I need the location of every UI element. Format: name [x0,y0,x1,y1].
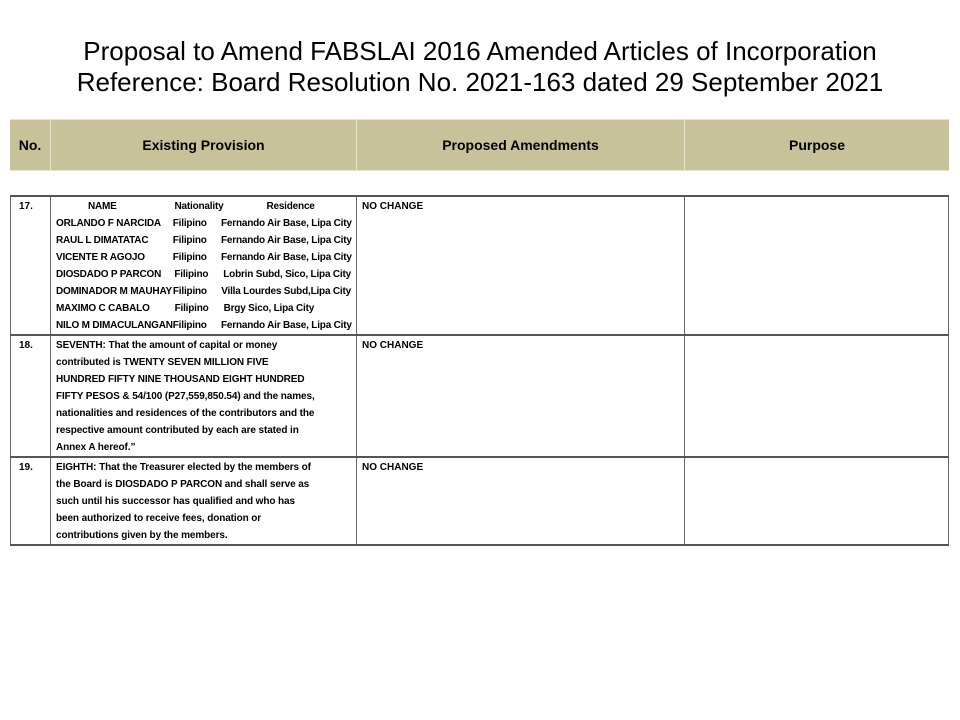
provision-line: SEVENTH: That the amount of capital or money [56,340,278,351]
proposed-amendment: NO CHANGE [357,458,685,544]
table-row [10,336,949,458]
incorporator-nationality: Filipino [172,252,207,263]
incorporator-line [56,317,351,334]
header-purpose: Purpose [788,137,845,153]
col-name-label: NAME [88,201,117,212]
incorporator-nationality: Filipino [172,286,207,297]
provision-line: contributions given by the members. [56,530,228,541]
table-row [10,197,949,336]
provision-line: been authorized to receive fees, donation or [56,513,262,524]
incorporator-residence: Fernando Air Base, Lipa City [221,320,352,331]
purpose-cell [685,336,949,456]
provision-line: Annex A hereof.” [56,442,136,453]
incorporator-residence: Villa Lourdes Subd,Lipa City [221,286,351,297]
incorporator-residence: Brgy Sico, Lipa City [223,303,315,314]
table-header [10,119,949,171]
incorporator-residence: Fernando Air Base, Lipa City [221,252,352,263]
incorporator-nationality: Filipino [172,218,207,229]
incorporator-name: MAXIMO C CABALO [56,303,150,314]
provisions-table [10,195,949,546]
incorporator-name: ORLANDO F NARCIDA [56,218,161,229]
header-existing-provision: Existing Provision [51,120,357,170]
existing-provision [51,336,357,456]
header-no: No. [10,120,51,170]
purpose-cell [685,197,949,334]
purpose-cell [685,458,949,544]
incorporator-nationality: Filipino [172,320,207,331]
provision-line: HUNDRED FIFTY NINE THOUSAND EIGHT HUNDRED [56,374,305,385]
provision-line: contributed is TWENTY SEVEN MILLION FIVE [56,357,269,368]
incorporator-nationality: Filipino [174,303,209,314]
incorporator-nationality: Filipino [174,269,209,280]
incorporator-name: DIOSDADO P PARCON [56,269,162,280]
incorporator-name: RAUL L DIMATATAC [56,235,149,246]
col-residence-label: Residence [266,201,315,212]
provision-line: the Board is DIOSDADO P PARCON and shall serve as [56,479,310,490]
incorporator-nationality: Filipino [172,235,207,246]
existing-provision [51,458,357,544]
provision-line: EIGHTH: That the Treasurer elected by the members of [56,462,311,473]
incorporator-line [56,249,351,266]
provision-line: FIFTY PESOS & 54/100 (P27,559,850.54) and the names, [56,391,315,402]
provision-line: respective amount contributed by each are stated in [56,425,299,436]
row-number: 17. [10,197,51,334]
incorporators-header [56,198,351,215]
proposed-amendment: NO CHANGE [357,197,685,334]
row-number: 18. [10,336,51,456]
row-number: 19. [10,458,51,544]
incorporator-name: VICENTE R AGOJO [56,252,145,263]
incorporators-list [51,197,357,334]
incorporator-line [56,232,351,249]
header-proposed-amendments: Proposed Amendments [357,120,685,170]
proposed-amendment: NO CHANGE [357,336,685,456]
incorporator-line [56,215,351,232]
incorporator-residence: Fernando Air Base, Lipa City [221,235,352,246]
incorporator-residence: Lobrin Subd, Sico, Lipa City [223,269,351,280]
provision-line: nationalities and residences of the contributors and the [56,408,315,419]
col-nationality-label: Nationality [174,201,224,212]
title-line-1: Proposal to Amend FABSLAI 2016 Amended Articles of Incorporation [83,36,877,66]
incorporator-line [56,266,351,283]
incorporator-residence: Fernando Air Base, Lipa City [221,218,352,229]
incorporator-name: DOMINADOR M MAUHAY [56,286,173,297]
provision-line: such until his successor has qualified and who has [56,496,295,507]
incorporator-line [56,300,351,317]
table-row [10,458,949,546]
incorporator-line [56,283,351,300]
title-line-2: Reference: Board Resolution No. 2021-163 dated 29 September 2021 [76,67,884,97]
page-title [0,36,960,98]
incorporator-name: NILO M DIMACULANGAN [56,320,173,331]
